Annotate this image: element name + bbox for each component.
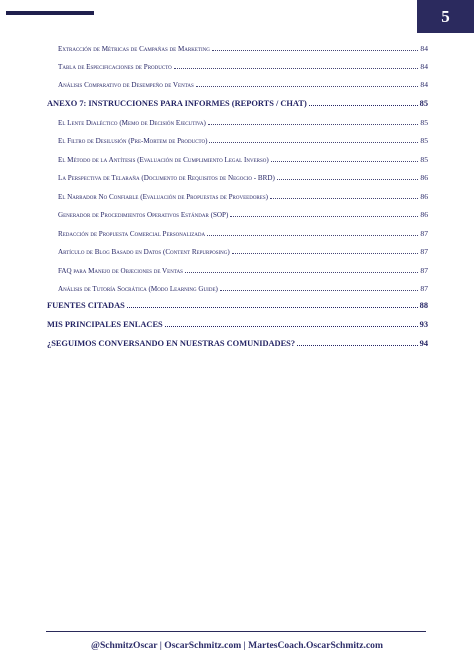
toc-entry-title: FAQ para Manejo de Objeciones de Ventas (58, 267, 183, 275)
toc-entry-title: Análisis de Tutoría Socrática (Modo Learning Guide) (58, 285, 218, 293)
toc-dot-leader (209, 141, 418, 143)
toc-dot-leader (309, 104, 418, 106)
toc-entry-title: Artículo de Blog Basado en Datos (Content Repurposing) (58, 248, 230, 256)
toc-entry-page: 88 (419, 301, 428, 310)
toc-entry[interactable] (58, 170, 428, 182)
toc-entry-page: 84 (420, 80, 428, 89)
toc-entry-page: 94 (419, 339, 428, 348)
toc-entry-title: Generador de Procedimientos Operativos Estándar (SOP) (58, 211, 229, 219)
toc-entry-page: 85 (419, 99, 428, 108)
toc-entry-page: 93 (419, 320, 428, 329)
toc-entry-page: 87 (420, 266, 428, 275)
toc-entry-page: 85 (420, 155, 428, 164)
page-number-tab (417, 0, 474, 33)
toc-entry-title: El Narrador No Confiable (Evaluación de Propuestas de Proveedores) (58, 193, 268, 201)
toc-dot-leader (220, 289, 419, 291)
toc-entry[interactable] (58, 59, 428, 71)
toc-entry[interactable] (58, 226, 428, 238)
toc-entry[interactable] (58, 189, 428, 201)
toc-dot-leader (232, 252, 419, 254)
toc-entry-title: Extracción de Métricas de Campañas de Marketing (58, 45, 210, 53)
toc-dot-leader (208, 123, 419, 125)
toc-entry[interactable] (58, 152, 428, 164)
toc-entry-page: 87 (420, 247, 428, 256)
toc-dot-leader (271, 160, 419, 162)
toc-dot-leader (174, 67, 419, 69)
toc-dot-leader (230, 215, 418, 217)
toc-entry-title: Redacción de Propuesta Comercial Personalizada (58, 230, 206, 238)
top-decorative-rule (6, 11, 94, 15)
toc-entry[interactable] (47, 298, 428, 310)
toc-entry-page: 85 (420, 136, 428, 145)
toc-dot-leader (297, 344, 418, 346)
toc-entry-page: 87 (420, 284, 428, 293)
toc-entry[interactable] (47, 96, 428, 108)
toc-entry-page: 86 (420, 210, 428, 219)
toc-entry[interactable] (58, 244, 428, 256)
toc-entry[interactable] (58, 207, 428, 219)
toc-entry-title: FUENTES CITADAS (47, 301, 125, 310)
toc-entry-page: 84 (420, 44, 428, 53)
toc-entry[interactable] (58, 263, 428, 275)
toc-entry-page: 85 (420, 118, 428, 127)
toc-dot-leader (270, 197, 418, 199)
toc-entry-title: El Filtro de Desilusión (Pre-Mortem de Producto) (58, 137, 208, 145)
toc-entry[interactable] (58, 115, 428, 127)
toc-entry-page: 86 (420, 173, 428, 182)
toc-entry[interactable] (58, 133, 428, 145)
toc-entry[interactable] (58, 77, 428, 89)
toc-dot-leader (196, 85, 419, 87)
toc-entry-title: El Método de la Antítesis (Evaluación de Cumplimiento Legal Inverso) (58, 156, 269, 164)
toc-entry[interactable] (47, 317, 428, 329)
page-number: 5 (441, 6, 450, 26)
toc-entry-page: 84 (420, 62, 428, 71)
toc-entry[interactable] (58, 281, 428, 293)
toc-entry-title: ANEXO 7: INSTRUCCIONES PARA INFORMES (REPORTS / CHAT) (47, 99, 307, 108)
footer-rule (46, 631, 426, 632)
toc-dot-leader (277, 178, 419, 180)
toc-entry[interactable] (58, 41, 428, 53)
toc-entry-title: MIS PRINCIPALES ENLACES (47, 320, 163, 329)
toc-dot-leader (185, 271, 419, 273)
toc-entry-page: 86 (420, 192, 428, 201)
toc-entry[interactable] (47, 336, 428, 348)
toc-dot-leader (127, 306, 418, 308)
toc-dot-leader (212, 49, 419, 51)
toc-entry-title: El Lente Dialéctico (Memo de Decisión Ejecutiva) (58, 119, 206, 127)
toc-entry-page: 87 (420, 229, 428, 238)
toc-dot-leader (207, 234, 418, 236)
toc-dot-leader (165, 325, 418, 327)
toc-entry-title: ¿SEGUIMOS CONVERSANDO EN NUESTRAS COMUNIDADES? (47, 339, 296, 348)
toc-entry-title: Tabla de Especificaciones de Producto (58, 63, 172, 71)
toc-entry-title: Análisis Comparativo de Desempeño de Ventas (58, 81, 194, 89)
toc-entry-title: La Perspectiva de Telaraña (Documento de Requisitos de Negocio - BRD) (58, 174, 275, 182)
footer-links[interactable]: @SchmitzOscar | OscarSchmitz.com | MartesCoach.OscarSchmitz.com (91, 640, 383, 651)
